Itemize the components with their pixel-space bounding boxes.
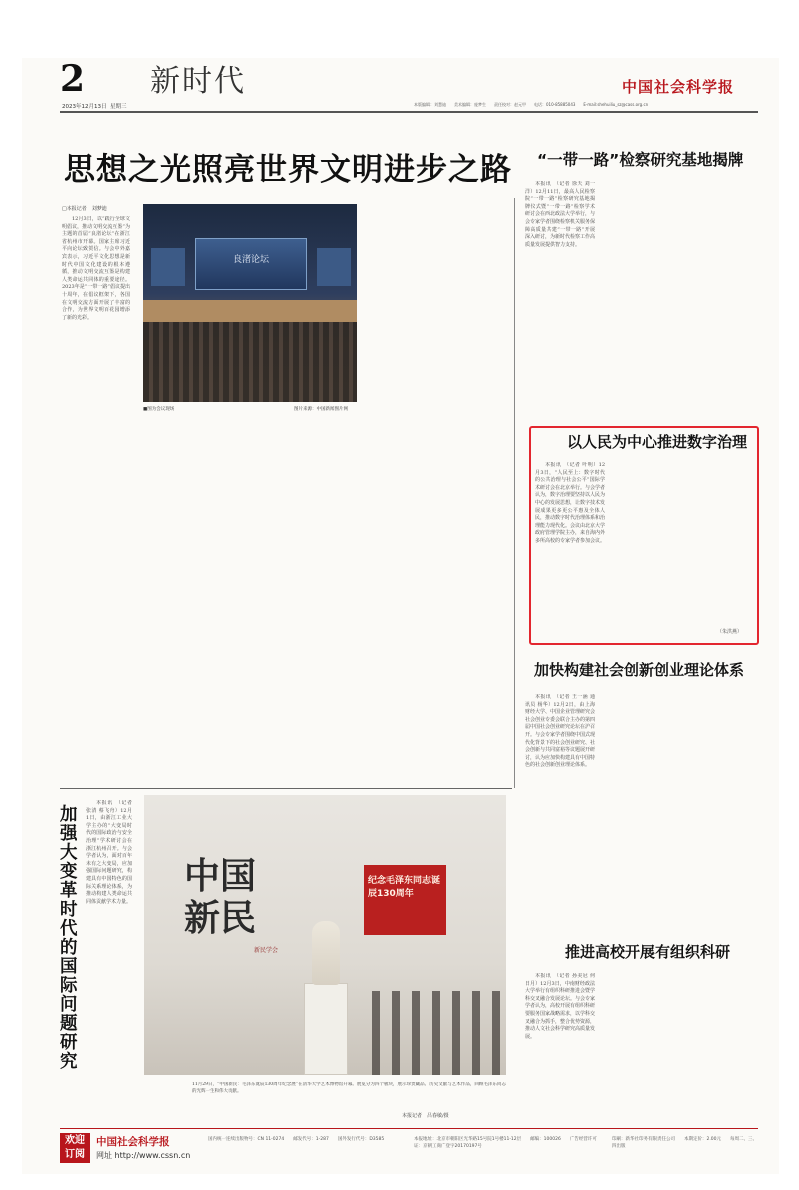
exhibition-photo: [144, 795, 506, 1075]
newspaper-page: [22, 58, 779, 1174]
right-middle-body-col-1: [525, 694, 595, 926]
lead-body-col-7: [362, 420, 430, 780]
highlight-body-col-2: [610, 462, 680, 638]
editor-line: 本版编辑：刘慧迪 美术编辑：庞梦生 责任校对：赵元甲 电话：010-85885043 E-mail:shehuiliu_sz@cass.org.cn: [414, 102, 649, 107]
right-bottom-body: 本报讯 （记者 孙美冠 何日月）12月3日，中南财经政法大学举行有组织科研推进会暨学科交叉融合发展论坛。与会专家学者认为，高校开展有组织科研要服务国家战略需求，以学科交叉融合为抓手，整合优势资源，推动人文社会科学研究高质量发展。: [525, 973, 595, 1040]
section-title: 新时代: [150, 64, 246, 99]
lead-body-col-2: [366, 204, 428, 416]
exhibition-title-char-4: 民: [220, 897, 257, 939]
lead-headline: 思想之光照亮世界文明进步之路: [64, 152, 512, 188]
exhibition-anniversary: 纪念毛泽东同志诞辰130周年: [368, 876, 441, 899]
audience: [143, 322, 357, 402]
footer-paper-name: 中国社会科学报: [96, 1136, 170, 1148]
issue-weekday: 星期三: [110, 104, 127, 110]
stage-banner: 良渚论坛: [232, 255, 269, 265]
exhibition-title-char-2: 国: [220, 855, 257, 897]
stage-floor: [143, 300, 357, 322]
highlight-headline: 以人民为中心推进数字治理: [567, 433, 748, 451]
visitors: [372, 991, 502, 1075]
footer-subscribe-badge: [60, 1133, 90, 1163]
right-bottom-body-col-3: [679, 973, 749, 1123]
right-middle-headline: 加快构建社会创新创业理论体系: [534, 661, 745, 679]
right-middle-body: 本报讯 （记者 王一涵 通讯员 杨华）12月2日，由上海财经大学、中国企业管理研究会社会创业专委会联合主办的第四届中国社会创业研究论坛在沪召开。与会专家学者围绕中国式现代化背景下的社会创业研究、社会创新与共同富裕等议题展开研讨，认为应加快构建具有中国特色的社会创新创业理论体系。: [525, 694, 595, 769]
highlight-body-col-3: [684, 462, 752, 612]
right-top-body-col-3: [679, 181, 749, 451]
lead-body-col-3: [434, 204, 502, 416]
footer-subscribe-line-2: 订阅: [65, 1149, 85, 1160]
footer-info-3: 印刷：新华社印务有限责任公司 本期定价：2.00元 每周二、三、四出版: [612, 1137, 758, 1149]
statue-pedestal: [304, 983, 348, 1075]
lower-left-body-col-1: [86, 800, 132, 928]
footer-info-2: 本报地址：北京市朝阳区光华路15号院1号楼11-12层 邮编：100026 广告经营许可证：京朝工商广登字20170197号: [414, 1137, 597, 1149]
right-top-headline: “一带一路”检察研究基地揭牌: [537, 151, 744, 169]
right-middle-body-col-2: [602, 694, 672, 926]
right-bottom-body-col-2: [602, 973, 672, 1123]
column-rule: [514, 198, 515, 788]
lower-left-rule: [60, 788, 512, 789]
lead-photo-credit: 图片来源：中国新闻图片网: [294, 407, 348, 412]
highlight-body: 本报讯 （记者 叶明）12月3日，“人民至上：数字时代的公共治理与社会公平”国际学术研讨会在北京举行。与会学者认为，数字治理要坚持以人民为中心的发展思想，让数字技术发展成果更多更公平惠及全体人民，推动数字时代治理体系和治理能力现代化。会议由北京大学政府管理学院主办，来自海内外多所高校的专家学者参加会议。: [535, 462, 605, 544]
issue-date: 2023年12月13日: [62, 104, 107, 110]
highlight-body-col-1: [535, 462, 605, 638]
lower-left-headline: 加强大变革时代的国际问题研究: [60, 805, 78, 1072]
right-top-body-col-2: [602, 181, 672, 451]
highlight-end-note: （朱洪燕）: [717, 629, 743, 635]
exhibition-title-char-3: 新: [184, 897, 221, 939]
right-top-body-col-1: [525, 181, 595, 451]
exhibition-title: [184, 855, 274, 939]
footer-website[interactable]: 网址 http://www.cssn.cn: [96, 1151, 191, 1160]
right-bottom-headline: 推进高校开展有组织科研: [565, 943, 731, 961]
right-top-body: 本报讯 （记者 徐天 刘一洋）12月11日，最高人民检察院“一带一路”检察研究基地揭牌仪式暨“一带一路”检察学术研讨会在西北政法大学举行，与会专家学者围绕检察机关服务保障高质量共建“一带一路”开展深入研讨，为新时代检察工作高质量发展提供智力支持。: [525, 181, 595, 248]
lead-body-col-6: [287, 420, 355, 780]
masthead-rule: [60, 111, 758, 113]
lead-body-col-8: [434, 420, 502, 780]
exhibition-title-char-1: 中: [184, 855, 221, 897]
side-screen-right: [317, 248, 351, 286]
lead-byline: □本报记者 刘梦迪: [62, 206, 107, 212]
footer-subscribe-line-1: 欢迎: [65, 1135, 85, 1146]
footer-rule: [60, 1128, 758, 1129]
lead-body-col-4: [143, 420, 205, 780]
right-bottom-body-col-1: [525, 973, 595, 1123]
lower-left-body-col-2: [86, 934, 132, 1124]
right-middle-body-col-3: [679, 694, 749, 926]
lead-body: 12月3日，以“践行全球文明倡议，推动文明交流互鉴”为主题的首届“良渚论坛”在浙江省杭州市开幕。国家主席习近平向论坛致贺信。与会中外嘉宾表示，习近平文化思想是新时代中国文化建设的根本遵循，推动文明交流互鉴是构建人类命运共同体的重要途径。2023年是“一带一路”倡议提出十周年，在倡议框架下，各国在文明交流方面开展了丰富的合作，为世界文明百花园增添了新的光彩。: [62, 216, 130, 321]
page-number: 2: [60, 58, 86, 100]
side-screen-left: [151, 248, 185, 286]
lead-photo: [143, 204, 357, 402]
exhibition-credit: 本报记者 吕春敏/摄: [402, 1113, 449, 1119]
paper-name: 中国社会科学报: [622, 78, 735, 96]
lead-body-col-5: [212, 420, 280, 780]
statue-figure: [312, 921, 340, 985]
footer-info-1: 国内统一连续出版物号：CN 11-0274 邮发代号：1-287 国外发行代号：D3585: [208, 1137, 385, 1142]
exhibition-subtitle: 新民学会: [254, 947, 279, 954]
lower-left-body: 本报讯 （记者 张清 蔡飞舟）12月1日，由浙江工业大学主办的“大变局时代的国际政治与安全治理”学术研讨会在浙江杭州召开。与会学者认为，面对百年未有之大变局，应加强国际问题研究，构建具有中国特色的国际关系理论体系，为推动构建人类命运共同体贡献学术力量。: [86, 800, 132, 905]
exhibition-caption: 11月29日，“中国新民：毛泽东诞辰130周年纪念展”在清华大学艺术博物馆开幕。展览分为四个板块，展示珍贵藏品、历史文献与艺术作品，回顾毛泽东同志的光辉一生和伟大贡献。: [192, 1082, 506, 1094]
lead-photo-caption: ■图为会议现场: [143, 407, 175, 412]
